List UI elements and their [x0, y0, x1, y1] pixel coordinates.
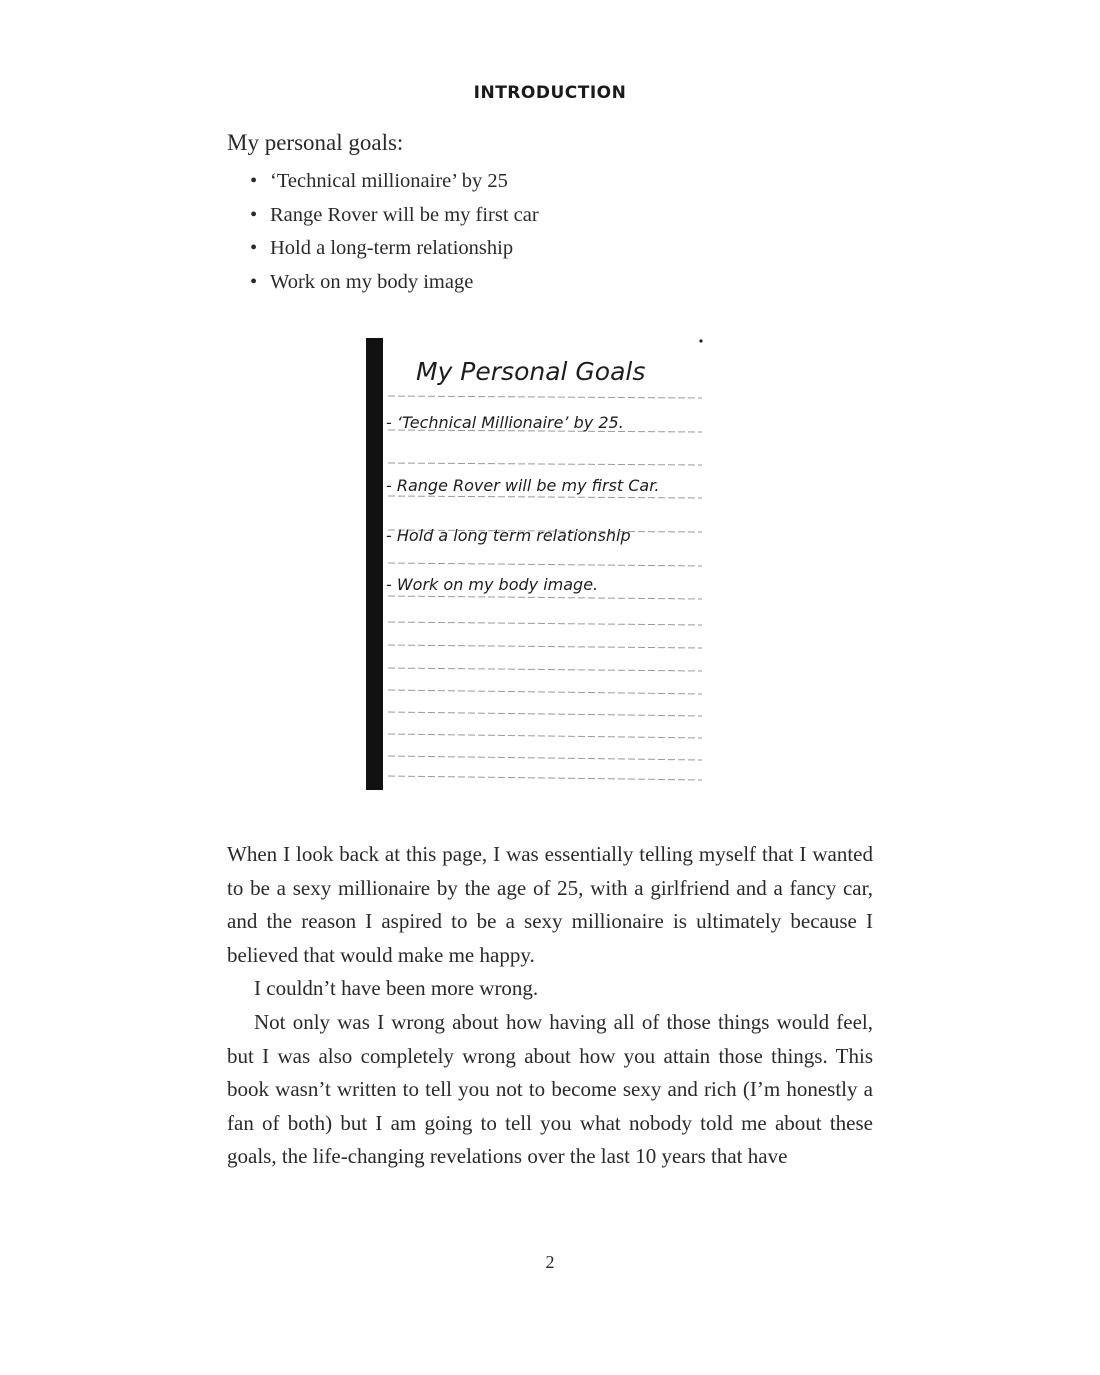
paragraph: When I look back at this page, I was essentially telling myself that I wanted to be a sexy millionaire by the age of 25, with a girlfriend and a fancy car, and the reason I aspired to be a sexy millionaire is ultimately because I believed that would make me happy.: [227, 842, 873, 967]
list-item: [250, 200, 539, 234]
note-line: - Work on my body image.: [386, 575, 599, 594]
list-item: [250, 233, 539, 267]
bullet-icon: •: [250, 237, 258, 259]
goals-heading: My personal goals:: [227, 130, 404, 155]
bullet-icon: •: [250, 170, 258, 192]
note-title: My Personal Goals: [416, 357, 646, 386]
page-number: 2: [545, 1252, 555, 1272]
bullet-icon: •: [250, 270, 258, 293]
list-item: [250, 166, 539, 200]
paragraph: Not only was I wrong about how having all of those things would feel, but I was also completely wrong about how you attain those things. This book wasn’t written to tell you not to become sexy and rich (I’m honestly a fan of both) but I am going to tell you what nobody told me about these goals, the life-changing revelations over the last 10 years that have: [227, 1009, 873, 1169]
running-header: INTRODUCTION: [473, 83, 627, 103]
note-line: - ‘Technical Millionaire’ by 25.: [386, 413, 624, 432]
goal-text: Range Rover will be my first car: [270, 203, 539, 226]
body-text: [227, 838, 873, 1174]
bullet-icon: •: [250, 203, 258, 226]
goal-text: Work on my body image: [270, 270, 474, 293]
note-line: - Range Rover will be my first Car.: [386, 476, 660, 495]
note-line: - Hold a long term relationship: [386, 526, 631, 545]
goals-list: [250, 166, 539, 300]
handwritten-notebook-image: [364, 338, 710, 790]
goal-text: Hold a long-term relationship: [270, 237, 514, 259]
paragraph: I couldn’t have been more wrong.: [254, 976, 539, 1001]
notebook-binding: [366, 338, 383, 790]
list-item: [250, 267, 539, 301]
goal-text: ‘Technical millionaire’ by 25: [270, 170, 508, 192]
